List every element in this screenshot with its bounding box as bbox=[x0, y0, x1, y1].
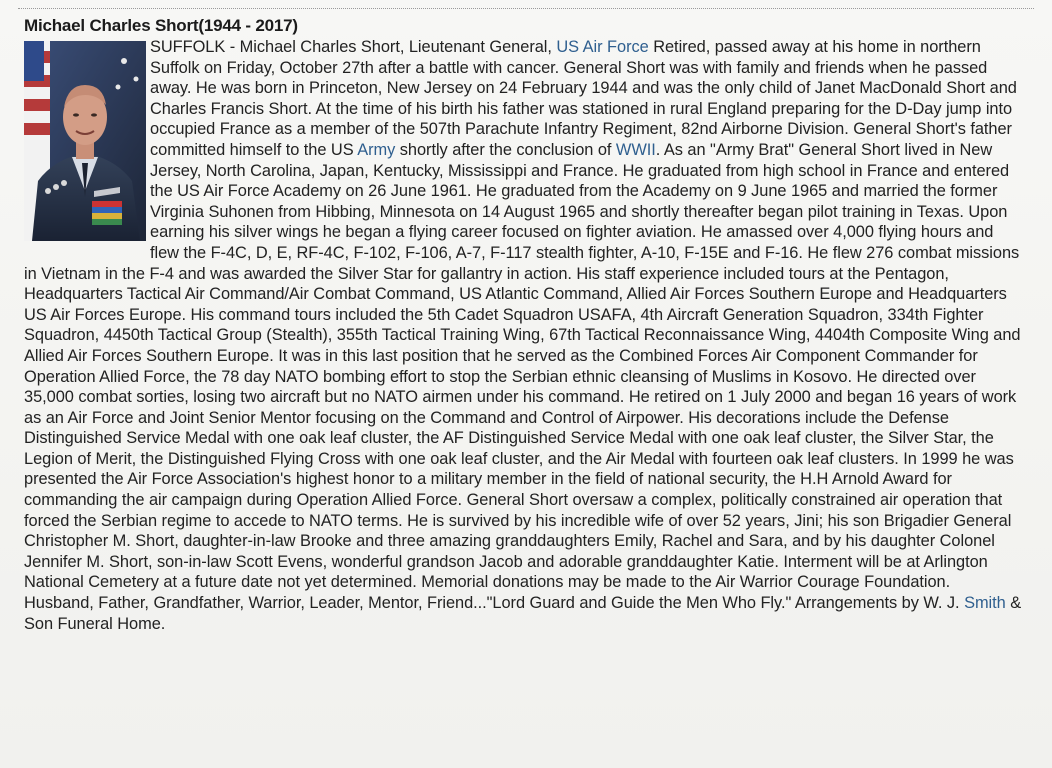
obit-text-4: . As an "Army Brat" General Short lived in New Jersey, North Carolina, Japan, Kentucky, Mississippi and France. He graduated from high school in France and entered the US Air Force Academy on 26 June 1961. He graduated from the Academy on 9 June 1965 and married the former Virginia Suhonen from Hibbing, Minnesota on 14 August 1965 and shortly thereafter began pilot training in Texas. Upon earning his silver wings he began a flying career focused on fighter aviation. He amassed over 4,000 flying hours and flew the F-4C, D, E, RF-4C, F-102, F-106, A-7, F-117 stealth fighter, A-10, F-15E and F-16. He flew 276 combat missions in Vietnam in the F-4 and was awarded the Silver Star for gallantry in action. His staff experience included tours at the Pentagon, Headquarters Tactical Air Command/Air Combat Command, US Atlantic Command, Allied Air Forces Southern Europe and Headquarters US Air Forces Europe. His command tours included the 5th Cadet Squadron USAFA, 4th Aircraft Generation Squadron, 334th Fighter Squadron, 4450th Tactical Group (Stealth), 355th Tactical Training Wing, 67th Tactical Reconnaissance Wing, 4404th Composite Wing and Allied Air Forces Southern Europe. It was in this last position that he served as the Combined Forces Air Component Commander for Operation Allied Force, the 78 day NATO bombing effort to stop the Serbian ethnic cleansing of Muslims in Kosovo. He directed over 35,000 combat sorties, losing two aircraft but no NATO airmen under his command. He retired on 1 July 2000 and began 16 years of work as an Air Force and Joint Senior Mentor focusing on the Command and Control of Airpower. His decorations include the Defense Distinguished Service Medal with one oak leaf cluster, the AF Distinguished Service Medal with one oak leaf cluster, the Silver Star, the Legion of Merit, the Distinguished Flying Cross with one oak leaf cluster, and the Air Medal with fourteen oak leaf clusters. In 1999 he was presented the Air Force Association's highest honor to a military member in the field of national security, the H.H Arnold Award for commanding the air campaign during Operation Allied Force. General Short oversaw a complex, politically constrained air operation that forced the Serbian regime to accede to NATO terms. He is survived by his incredible wife of over 52 years, Jini; his son Brigadier General Christopher M. Short, daughter-in-law Brooke and three amazing granddaughters Emily, Rachel and Sara, and by his daughter Colonel Jennifer M. Short, son-in-law Scott Evens, wonderful grandson Jacob and adorable granddaughter Katie. Interment will be at Arlington National Cemetery at a future date not yet determined. Memorial donations may be made to the Air Warrior Courage Foundation. Husband, Father, Grandfather, Warrior, Leader, Mentor, Friend..."Lord Guard and Guide the Men Who Fly." Arrangements by W. J. bbox=[24, 140, 1021, 613]
title-years: (1944 - 2017) bbox=[198, 16, 298, 35]
top-rule bbox=[18, 8, 1034, 9]
obit-text-5: & Son Funeral Home. bbox=[24, 594, 1022, 633]
portrait-icon bbox=[24, 41, 146, 241]
link-army[interactable]: Army bbox=[357, 140, 396, 159]
page-title bbox=[24, 16, 298, 36]
title-name: Michael Charles Short bbox=[24, 16, 199, 35]
link-wwii[interactable]: WWII bbox=[615, 140, 656, 159]
link-us-air-force[interactable]: US Air Force bbox=[556, 38, 649, 56]
portrait-photo bbox=[24, 41, 146, 241]
obit-text-3: shortly after the conclusion of bbox=[395, 140, 616, 159]
obituary-text bbox=[24, 37, 1024, 634]
link-smith[interactable]: Smith bbox=[964, 594, 1006, 613]
obit-text-2: Retired, passed away at his home in northern Suffolk on Friday, October 27th after a battle with cancer. General Short was with family and friends when he passed away. He was born in Princeton, New Jersey on 24 February 1944 and was the only child of Janet MacDonald Short and Charles Francis Short. At the time of his birth his father was stationed in rural England preparing for the D-Day jump into occupied France as a member of the 507th Parachute Infantry Regiment, 82nd Airborne Division. General Short's father committed himself to the US bbox=[150, 38, 1017, 159]
obit-text-1: SUFFOLK - Michael Charles Short, Lieutenant General, bbox=[150, 38, 557, 56]
